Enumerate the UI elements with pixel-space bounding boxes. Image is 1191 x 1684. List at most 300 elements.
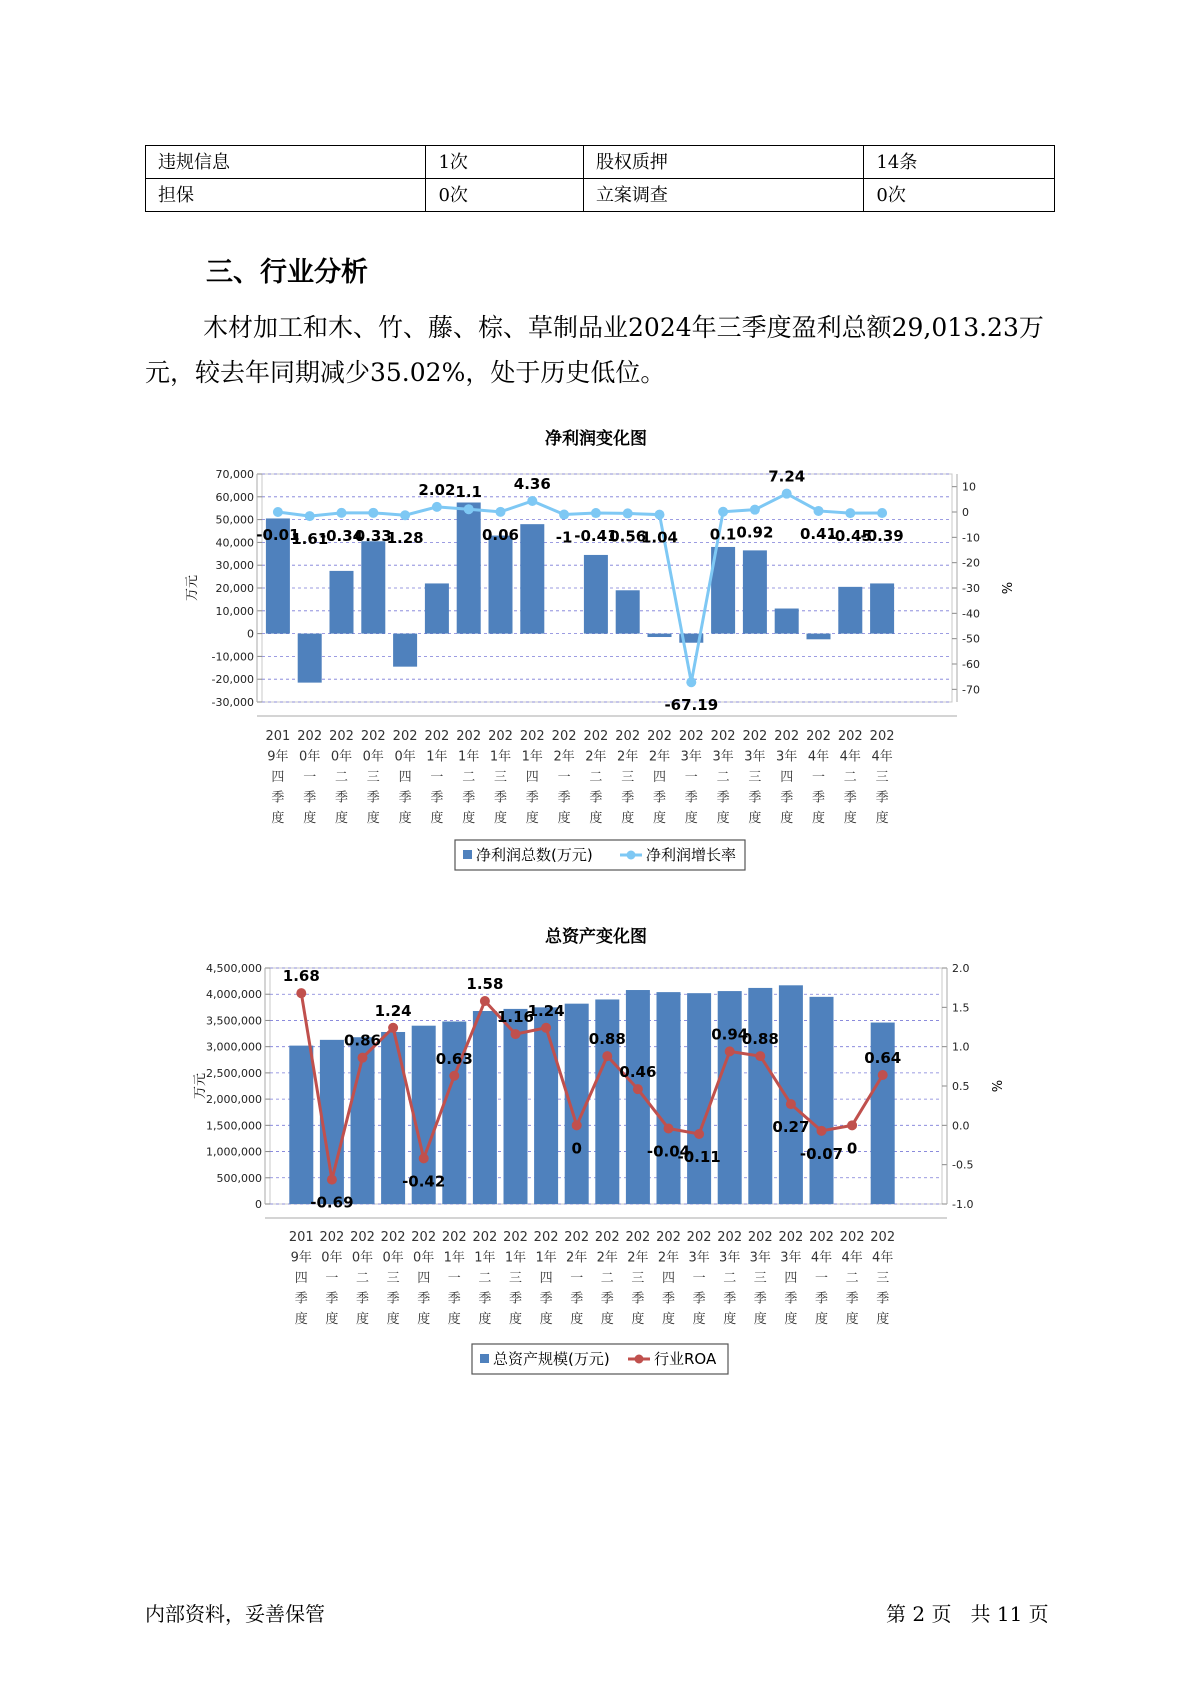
x-tick-label: 202 <box>774 729 800 744</box>
bar <box>457 503 481 634</box>
x-tick-label: 202 <box>809 1230 834 1245</box>
x-tick-label: 2年 <box>617 749 639 765</box>
x-tick-label: 0年 <box>362 749 384 765</box>
bar <box>393 634 417 667</box>
x-tick-label: 一 <box>557 770 571 785</box>
line-point <box>877 508 887 518</box>
y2-tick-label: 0.0 <box>952 1119 970 1133</box>
x-tick-label: 三 <box>386 1271 400 1286</box>
data-label: 0.86 <box>343 1031 382 1050</box>
x-tick-label: 度 <box>539 1312 553 1327</box>
chart-title: 净利润变化图 <box>545 429 647 449</box>
x-tick-label: 二 <box>589 770 603 785</box>
data-label: 1.58 <box>466 975 504 994</box>
y2-axis-label: % <box>998 581 1013 595</box>
x-tick-label: 一 <box>570 1271 584 1286</box>
x-tick-label: 202 <box>806 729 831 744</box>
line-point <box>782 489 792 499</box>
data-label: 0.33 <box>354 526 392 545</box>
table-cell: 1次 <box>426 146 583 179</box>
x-tick-label: 二 <box>843 770 857 785</box>
y-tick-label: 70,000 <box>215 468 254 481</box>
x-tick-label: 三 <box>631 1271 645 1286</box>
y-tick-label: 500,000 <box>216 1171 262 1185</box>
bar <box>743 550 767 633</box>
y2-tick-label: 0.5 <box>952 1080 970 1093</box>
x-tick-label: 0年 <box>351 1250 374 1266</box>
x-tick-label: 二 <box>462 770 476 785</box>
x-tick-label: 一 <box>811 770 826 785</box>
line-point <box>602 1051 612 1061</box>
bar <box>810 997 834 1204</box>
x-tick-label: 3年 <box>688 1250 710 1266</box>
y-tick-label: 4,000,000 <box>206 988 262 1002</box>
bar <box>657 992 681 1204</box>
line-point <box>496 507 506 517</box>
line-point <box>633 1084 643 1094</box>
x-tick-label: 季 <box>811 790 826 806</box>
bar <box>687 993 711 1204</box>
x-tick-label: 202 <box>870 1230 896 1245</box>
x-tick-label: 202 <box>656 1230 681 1245</box>
data-label: -1 <box>555 528 573 547</box>
legend-label-line: 行业ROA <box>654 1350 717 1368</box>
x-tick-label: 度 <box>271 811 285 826</box>
x-tick-label: 季 <box>417 1291 431 1307</box>
x-tick-label: 季 <box>716 790 730 806</box>
y-tick-label: 1,000,000 <box>206 1145 262 1159</box>
x-tick-label: 3年 <box>712 749 734 765</box>
x-tick-label: 202 <box>319 1230 345 1245</box>
x-tick-label: 3年 <box>749 1250 771 1266</box>
x-tick-label: 一 <box>325 1271 339 1286</box>
x-tick-label: 二 <box>723 1271 737 1286</box>
y2-tick-label: -40 <box>962 607 980 621</box>
x-tick-label: 季 <box>462 790 476 806</box>
data-label: -0.42 <box>402 1172 446 1191</box>
x-tick-label: 度 <box>753 1312 767 1327</box>
x-tick-label: 202 <box>710 729 736 744</box>
x-tick-label: 度 <box>462 811 476 826</box>
x-tick-label: 度 <box>398 811 412 826</box>
y-tick-label: 20,000 <box>215 582 254 595</box>
x-tick-label: 季 <box>843 790 857 806</box>
analysis-paragraph: 木材加工和木、竹、藤、棕、草制品业2024年三季度盈利总额29,013.23万元，较去年同期减少35.02%，处于历史低位。 <box>145 313 1044 387</box>
x-tick-label: 季 <box>539 1291 553 1307</box>
y2-tick-label: 10 <box>962 480 976 494</box>
x-tick-label: 季 <box>684 790 698 806</box>
data-label: 0.94 <box>711 1025 749 1044</box>
x-tick-label: 三 <box>748 770 762 785</box>
bar <box>626 990 650 1204</box>
x-tick-label: 202 <box>837 729 863 744</box>
x-tick-label: 202 <box>392 729 418 744</box>
x-tick-label: 1年 <box>474 1250 496 1266</box>
legend-swatch-bar <box>463 850 472 859</box>
x-tick-label: 202 <box>424 729 450 744</box>
x-tick-label: 2年 <box>657 1250 680 1266</box>
line-point <box>419 1153 429 1163</box>
line-point <box>449 1071 459 1081</box>
bar <box>616 590 640 633</box>
data-label: 4.36 <box>513 474 551 493</box>
x-tick-label: 二 <box>355 1271 370 1286</box>
x-tick-label: 度 <box>843 811 857 826</box>
y-tick-label: 10,000 <box>215 604 254 618</box>
x-tick-label: 三 <box>875 770 889 785</box>
footer-page-number: 第 2 页 共 11 页 <box>886 1602 1049 1626</box>
x-tick-label: 202 <box>647 729 672 744</box>
x-tick-label: 0年 <box>394 749 416 765</box>
x-tick-label: 201 <box>288 1230 314 1245</box>
line-point <box>686 677 696 687</box>
table-cell: 股权质押 <box>583 146 863 179</box>
line-point <box>845 508 855 518</box>
x-tick-label: 0年 <box>382 1250 404 1266</box>
data-label: 1.28 <box>386 529 424 548</box>
x-tick-label: 度 <box>600 1312 614 1327</box>
bar <box>775 609 799 634</box>
bar <box>838 587 862 634</box>
x-tick-label: 度 <box>661 1312 676 1327</box>
bar <box>870 583 894 633</box>
y2-axis-label: % <box>988 1079 1003 1093</box>
x-tick-label: 季 <box>325 1291 339 1307</box>
y2-tick-label: -60 <box>962 658 980 671</box>
data-label: 0.64 <box>864 1048 902 1067</box>
x-tick-label: 二 <box>845 1271 859 1286</box>
x-tick-label: 季 <box>589 790 603 806</box>
line-point <box>655 510 665 520</box>
x-tick-label: 一 <box>303 770 317 785</box>
bar <box>425 583 449 633</box>
data-label: 1.61 <box>291 530 329 549</box>
x-tick-label: 9年 <box>267 749 289 765</box>
line-point <box>814 506 824 516</box>
x-tick-label: 3年 <box>776 749 798 765</box>
data-label: -0.34 <box>319 526 364 545</box>
x-tick-label: 一 <box>430 770 444 785</box>
x-tick-label: 季 <box>303 790 317 806</box>
line-point <box>559 510 569 520</box>
x-tick-label: 度 <box>811 811 826 826</box>
x-tick-label: 度 <box>875 811 889 826</box>
data-label: 0.27 <box>772 1118 810 1137</box>
x-tick-label: 季 <box>398 790 412 806</box>
x-tick-label: 2年 <box>585 749 607 765</box>
x-tick-label: 度 <box>652 811 667 826</box>
x-tick-label: 度 <box>570 1312 584 1327</box>
x-tick-label: 1年 <box>521 749 543 765</box>
x-tick-label: 一 <box>447 1271 461 1286</box>
x-tick-label: 202 <box>686 1230 712 1245</box>
line-point <box>623 508 633 518</box>
x-tick-label: 季 <box>784 1291 798 1307</box>
y-tick-label: 3,000,000 <box>206 1040 262 1054</box>
line-point <box>527 496 537 506</box>
table-cell: 担保 <box>146 179 426 212</box>
x-tick-label: 季 <box>692 1291 706 1307</box>
line-point <box>432 502 442 512</box>
x-tick-label: 202 <box>747 1230 773 1245</box>
table-cell: 14条 <box>864 146 1055 179</box>
data-label: -0.04 <box>646 1142 691 1161</box>
x-tick-label: 三 <box>621 770 635 785</box>
x-tick-label: 2年 <box>627 1250 649 1266</box>
legend-swatch-point <box>635 1355 644 1364</box>
x-tick-label: 四 <box>539 1271 553 1286</box>
x-tick-label: 季 <box>780 790 794 806</box>
x-tick-label: 季 <box>600 1291 614 1307</box>
x-tick-label: 四 <box>525 770 539 785</box>
x-tick-label: 2年 <box>566 1250 588 1266</box>
x-tick-label: 2年 <box>553 749 575 765</box>
y2-tick-label: 1.5 <box>952 1001 970 1015</box>
y2-tick-label: -1.0 <box>952 1198 974 1211</box>
bar <box>534 1007 558 1204</box>
x-tick-label: 季 <box>748 790 762 806</box>
line-point <box>541 1023 551 1033</box>
x-tick-label: 3年 <box>780 1250 802 1266</box>
bar <box>807 634 831 640</box>
x-tick-label: 度 <box>294 1312 308 1327</box>
data-label: -0.01 <box>256 526 300 545</box>
x-tick-label: 二 <box>478 1271 492 1286</box>
y-tick-label: 40,000 <box>215 536 254 550</box>
x-tick-label: 3年 <box>719 1250 741 1266</box>
line-point <box>725 1046 735 1056</box>
x-tick-label: 202 <box>839 1230 865 1245</box>
legend-label-bar: 总资产规模(万元) <box>493 1350 610 1368</box>
y2-tick-label: -0.5 <box>952 1158 974 1172</box>
x-tick-label: 一 <box>692 1271 706 1286</box>
x-tick-label: 202 <box>441 1230 467 1245</box>
x-tick-label: 度 <box>430 811 444 826</box>
x-tick-label: 202 <box>678 729 704 744</box>
footer-confidential-note: 内部资料，妥善保管 <box>145 1602 325 1626</box>
x-tick-label: 1年 <box>489 749 512 765</box>
x-tick-label: 四 <box>780 770 794 785</box>
x-tick-label: 202 <box>533 1230 559 1245</box>
x-tick-label: 4年 <box>872 1250 894 1266</box>
x-tick-label: 度 <box>303 811 317 826</box>
x-tick-label: 二 <box>334 770 349 785</box>
x-tick-label: 三 <box>366 770 380 785</box>
x-tick-label: 季 <box>508 1291 523 1307</box>
table-row <box>146 179 1055 212</box>
x-tick-label: 季 <box>493 790 508 806</box>
x-tick-label: 季 <box>271 790 285 806</box>
y-tick-label: 3,500,000 <box>206 1014 262 1028</box>
x-tick-label: 一 <box>814 1271 829 1286</box>
x-tick-label: 三 <box>876 1271 890 1286</box>
x-tick-label: 二 <box>600 1271 614 1286</box>
x-tick-label: 4年 <box>807 749 830 765</box>
x-tick-label: 四 <box>417 1271 431 1286</box>
x-tick-label: 0年 <box>330 749 353 765</box>
bar <box>473 1011 497 1204</box>
bar <box>648 634 672 637</box>
line-point <box>388 1023 398 1033</box>
line-point <box>694 1129 704 1139</box>
line-point <box>786 1099 796 1109</box>
line-point <box>400 510 410 520</box>
data-label: 0 <box>846 1139 858 1158</box>
y-tick-label: 2,000,000 <box>206 1093 262 1107</box>
x-tick-label: 季 <box>753 1291 767 1307</box>
x-tick-label: 202 <box>594 1230 620 1245</box>
x-tick-label: 度 <box>478 1312 492 1327</box>
line-point <box>847 1120 857 1130</box>
y2-tick-label: -20 <box>962 556 980 570</box>
line-point <box>750 505 760 515</box>
bar <box>361 541 385 633</box>
data-label: 0 <box>571 1139 582 1158</box>
x-tick-label: 201 <box>265 729 291 744</box>
x-tick-label: 四 <box>271 770 285 785</box>
legend-label-line: 净利润增长率 <box>646 846 737 864</box>
x-tick-label: 度 <box>845 1312 859 1327</box>
data-label: 0.92 <box>736 523 774 542</box>
x-tick-label: 季 <box>294 1291 308 1307</box>
x-tick-label: 202 <box>742 729 768 744</box>
y-tick-label: -10,000 <box>211 650 254 664</box>
x-tick-label: 1年 <box>426 749 448 765</box>
x-tick-label: 度 <box>716 811 730 826</box>
line-point <box>878 1070 888 1080</box>
x-tick-label: 度 <box>621 811 635 826</box>
x-tick-label: 季 <box>631 1291 645 1307</box>
x-tick-label: 季 <box>366 790 380 806</box>
data-label: 1.16 <box>496 1008 535 1027</box>
x-tick-label: 度 <box>355 1312 370 1327</box>
x-tick-label: 度 <box>692 1312 706 1327</box>
x-tick-label: 3年 <box>744 749 766 765</box>
data-label: 0.63 <box>435 1049 473 1068</box>
data-label: 7.24 <box>768 467 806 486</box>
data-label: -0.39 <box>860 526 904 545</box>
x-tick-label: 3年 <box>680 749 702 765</box>
line-point <box>337 508 347 518</box>
x-tick-label: 202 <box>519 729 545 744</box>
y2-tick-label: -70 <box>962 683 980 697</box>
data-label: -0.41 <box>574 527 618 546</box>
x-tick-label: 202 <box>360 729 386 744</box>
x-tick-label: 1年 <box>535 1250 557 1266</box>
x-tick-label: 202 <box>380 1230 406 1245</box>
x-tick-label: 4年 <box>871 749 893 765</box>
bar <box>779 985 803 1204</box>
x-tick-label: 季 <box>845 1291 859 1307</box>
legend-swatch-point <box>627 851 636 860</box>
y-axis-label: 万元 <box>185 574 200 602</box>
x-tick-label: 202 <box>297 729 323 744</box>
x-tick-label: 度 <box>589 811 603 826</box>
y2-tick-label: -30 <box>962 582 980 595</box>
x-tick-label: 四 <box>661 1271 676 1286</box>
x-tick-label: 4年 <box>839 749 861 765</box>
x-tick-label: 季 <box>447 1291 461 1307</box>
y-tick-label: -30,000 <box>211 696 254 709</box>
line-point <box>755 1051 765 1061</box>
legend-swatch-bar <box>480 1354 489 1363</box>
y-axis-label: 万元 <box>193 1072 208 1100</box>
x-tick-label: 三 <box>493 770 508 785</box>
x-tick-label: 季 <box>355 1291 370 1307</box>
data-label: 0.88 <box>741 1030 779 1049</box>
y-tick-label: 0 <box>247 627 254 641</box>
x-tick-label: 四 <box>398 770 412 785</box>
x-tick-label: 季 <box>621 790 635 806</box>
legend-label-bar: 净利润总数(万元) <box>476 846 593 864</box>
x-tick-label: 202 <box>551 729 577 744</box>
x-tick-label: 季 <box>652 790 667 806</box>
x-tick-label: 度 <box>447 1312 461 1327</box>
line-point <box>817 1126 827 1136</box>
bar <box>520 524 544 633</box>
x-tick-label: 202 <box>329 729 354 744</box>
x-tick-label: 度 <box>748 811 762 826</box>
x-tick-label: 9年 <box>290 1250 312 1266</box>
y-tick-label: 0 <box>255 1198 262 1211</box>
x-tick-label: 202 <box>778 1230 804 1245</box>
line-point <box>572 1120 582 1130</box>
x-tick-label: 度 <box>325 1312 339 1327</box>
x-tick-label: 202 <box>615 729 641 744</box>
x-tick-label: 一 <box>684 770 698 785</box>
x-tick-label: 三 <box>508 1271 523 1286</box>
x-tick-label: 四 <box>652 770 667 785</box>
bar <box>718 991 742 1204</box>
x-tick-label: 202 <box>625 1230 651 1245</box>
x-tick-label: 度 <box>557 811 571 826</box>
x-tick-label: 四 <box>784 1271 798 1286</box>
x-tick-label: 1年 <box>458 749 480 765</box>
x-tick-label: 度 <box>417 1312 431 1327</box>
x-tick-label: 2年 <box>648 749 671 765</box>
x-tick-label: 202 <box>869 729 895 744</box>
x-tick-label: 季 <box>334 790 349 806</box>
x-tick-label: 202 <box>488 729 513 744</box>
y2-tick-label: 1.0 <box>952 1040 970 1054</box>
x-tick-label: 度 <box>493 811 508 826</box>
line-point <box>718 507 728 517</box>
y-tick-label: 60,000 <box>215 490 254 504</box>
table-cell: 0次 <box>426 179 583 212</box>
x-tick-label: 度 <box>334 811 349 826</box>
x-tick-label: 0年 <box>413 1250 435 1266</box>
x-tick-label: 度 <box>525 811 539 826</box>
data-label: 1.1 <box>455 483 482 502</box>
line-point <box>464 504 474 514</box>
data-label: 1.04 <box>640 528 679 547</box>
line-point <box>327 1175 337 1185</box>
x-tick-label: 度 <box>684 811 698 826</box>
y-tick-label: 4,500,000 <box>206 962 262 975</box>
data-label: 0.1 <box>709 525 737 544</box>
x-tick-label: 4年 <box>841 1250 863 1266</box>
x-tick-label: 季 <box>478 1291 492 1307</box>
x-tick-label: 度 <box>780 811 794 826</box>
x-tick-label: 度 <box>386 1312 400 1327</box>
x-tick-label: 0年 <box>299 749 321 765</box>
x-tick-label: 季 <box>814 1291 829 1307</box>
x-tick-label: 202 <box>472 1230 498 1245</box>
line-point <box>480 996 490 1006</box>
section-heading: 三、行业分析 <box>206 257 368 288</box>
data-label: -0.69 <box>310 1193 354 1212</box>
y2-tick-label: 0 <box>962 506 969 519</box>
